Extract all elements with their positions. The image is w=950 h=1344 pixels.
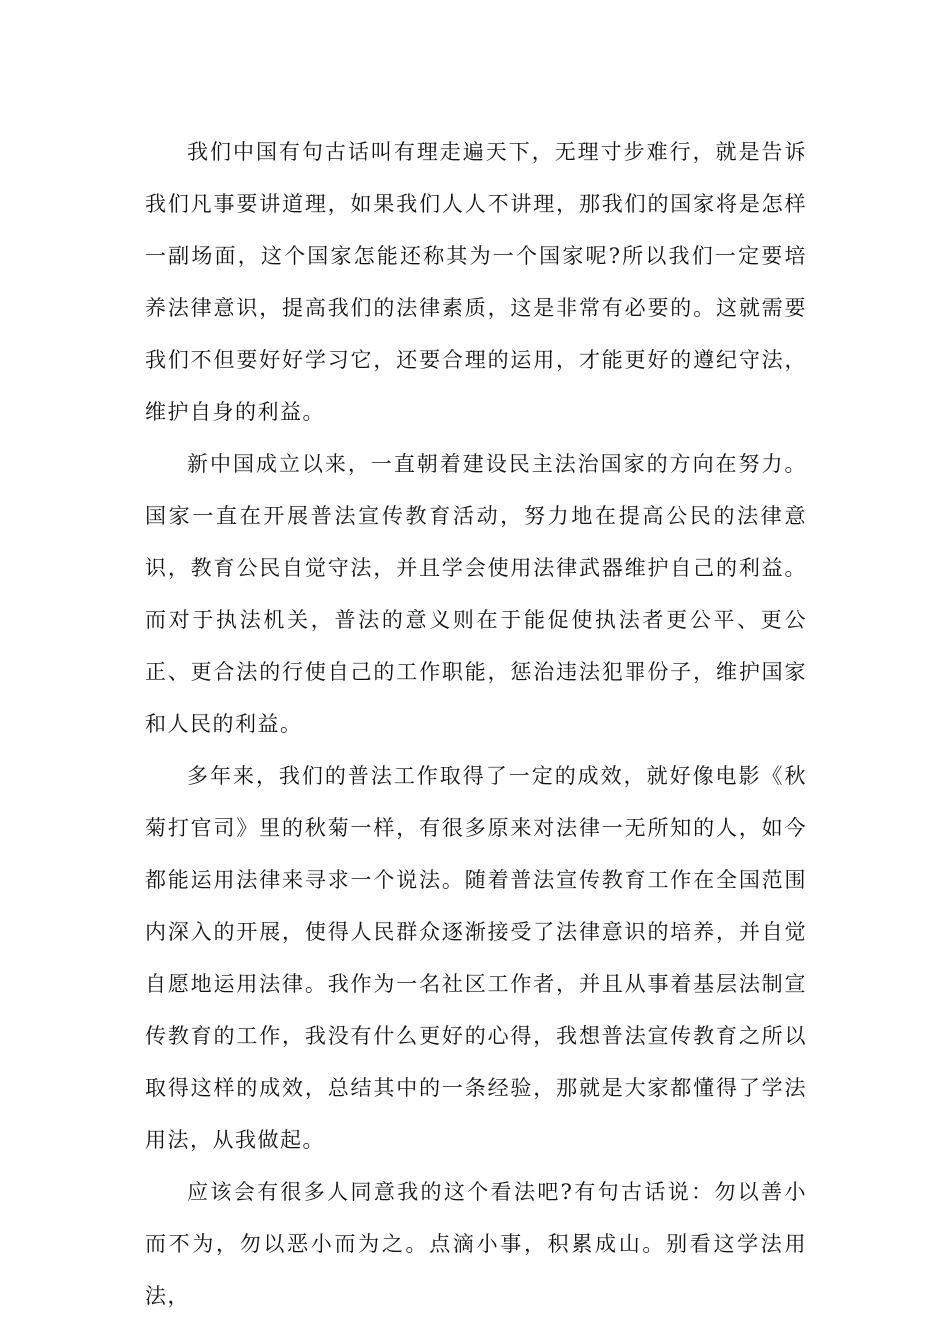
document-body	[145, 126, 807, 1322]
paragraph-1: 我们中国有句古话叫有理走遍天下，无理寸步难行，就是告诉我们凡事要讲道理，如果我们人人不讲理，那我们的国家将是怎样一副场面，这个国家怎能还称其为一个国家呢?所以我们一定要培养法律意识，提高我们的法律素质，这是非常有必要的。这就需要我们不但要好好学习它，还要合理的运用，才能更好的遵纪守法，维护自身的利益。	[145, 140, 807, 424]
paragraph-3: 多年来，我们的普法工作取得了一定的成效，就好像电影《秋菊打官司》里的秋菊一样，有很多原来对法律一无所知的人，如今都能运用法律来寻求一个说法。随着普法宣传教育工作在全国范围内深入的开展，使得人民群众逐渐接受了法律意识的培养，并自觉自愿地运用法律。我作为一名社区工作者，并且从事着基层法制宣传教育的工作，我没有什么更好的心得，我想普法宣传教育之所以取得这样的成效，总结其中的一条经验，那就是大家都懂得了学法用法，从我做起。	[145, 764, 807, 1152]
paragraph-4: 应该会有很多人同意我的这个看法吧?有句古话说：勿以善小而不为，勿以恶小而为之。点滴小事，积累成山。别看这学法用法，	[145, 1180, 807, 1308]
paragraph-2: 新中国成立以来，一直朝着建设民主法治国家的方向在努力。国家一直在开展普法宣传教育活动，努力地在提高公民的法律意识，教育公民自觉守法，并且学会使用法律武器维护自己的利益。而对于执法机关，普法的意义则在于能促使执法者更公平、更公正、更合法的行使自己的工作职能，惩治违法犯罪份子，维护国家和人民的利益。	[145, 452, 807, 736]
